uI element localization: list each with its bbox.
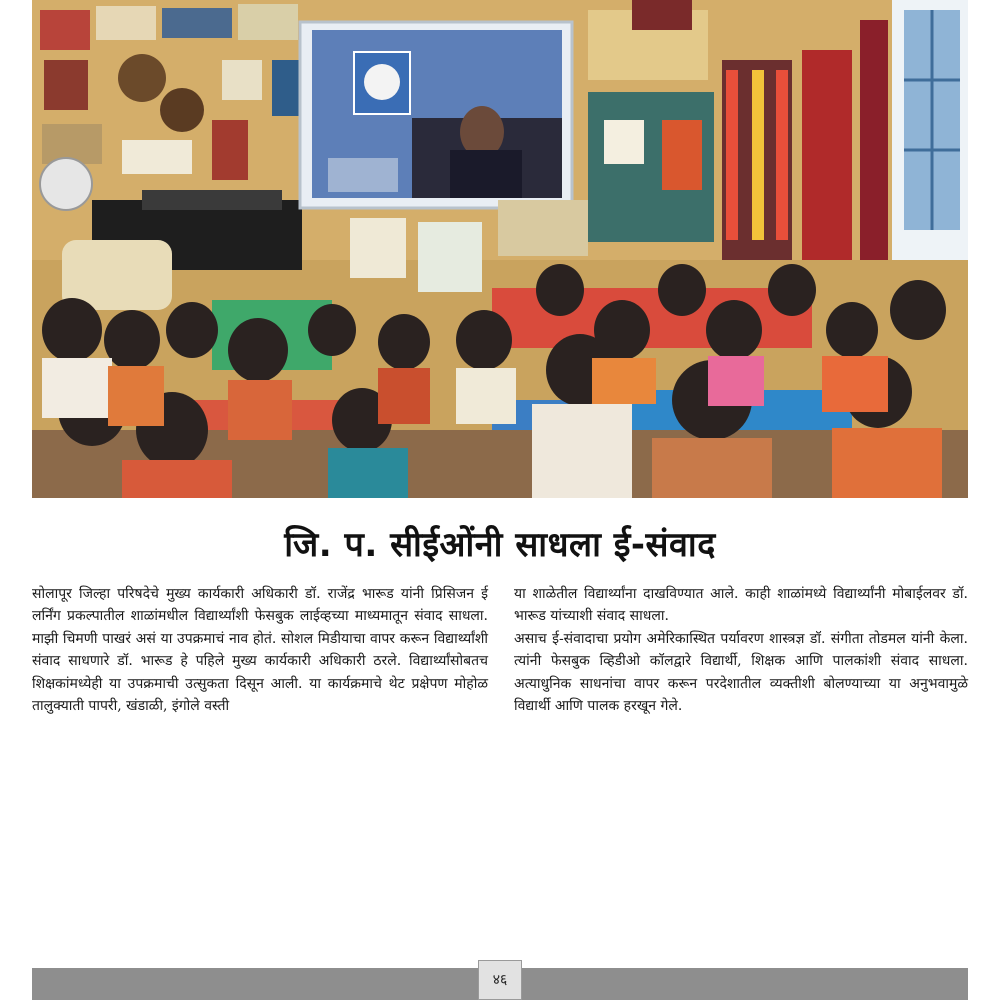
article-column-right xyxy=(514,583,968,717)
classroom-photo xyxy=(32,0,968,498)
article-paragraph: असाच ई-संवादाचा प्रयोग अमेरिकास्थित पर्यावरण शास्त्रज्ञ डॉ. संगीता तोडमल यांनी केला. त्यांनी फेसबुक व्हिडीओ कॉलद्वारे विद्यार्थी, शिक्षक आणि पालकांशी संवाद साधला. अत्याधुनिक साधनांचा वापर करून परदेशातील व्यक्तीशी बोलण्याच्या या अनुभवामुळे विद्यार्थी आणि पालक हरखून गेले. xyxy=(514,630,968,715)
page-number: ४६ xyxy=(478,960,522,1000)
article-paragraph: या शाळेतील विद्यार्थ्यांना दाखविण्यात आले. काही शाळांमध्ये विद्यार्थ्यांनी मोबाईलवर डॉ. भारूड यांच्याशी संवाद साधला. xyxy=(514,586,968,625)
article-column-left xyxy=(32,583,488,717)
article-headline: जि. प. सीईओंनी साधला ई-संवाद xyxy=(284,525,716,565)
article-paragraph: सोलापूर जिल्हा परिषदेचे मुख्य कार्यकारी अधिकारी डॉ. राजेंद्र भारूड यांनी प्रिसिजन ई लर्निंग प्रकल्पातील शाळांमधील विद्यार्थ्यांशी फेसबुक लाईव्हच्या माध्यमातून संवाद साधला. माझी चिमणी पाखरं असं या उपक्रमाचं नाव होतं. सोशल मिडीयाचा वापर करून विद्यार्थ्यांशी संवाद साधणारे डॉ. भारूड हे पहिले मुख्य कार्यकारी अधिकारी ठरले. विद्यार्थ्यांसोबतच शिक्षकांमध्येही या उपक्रमाची उत्सुकता दिसून आली. या कार्यक्रमाचे थेट प्रक्षेपण मोहोळ तालुक्याती पापरी, खंडाळी, इंगोले वस्ती xyxy=(32,586,488,715)
